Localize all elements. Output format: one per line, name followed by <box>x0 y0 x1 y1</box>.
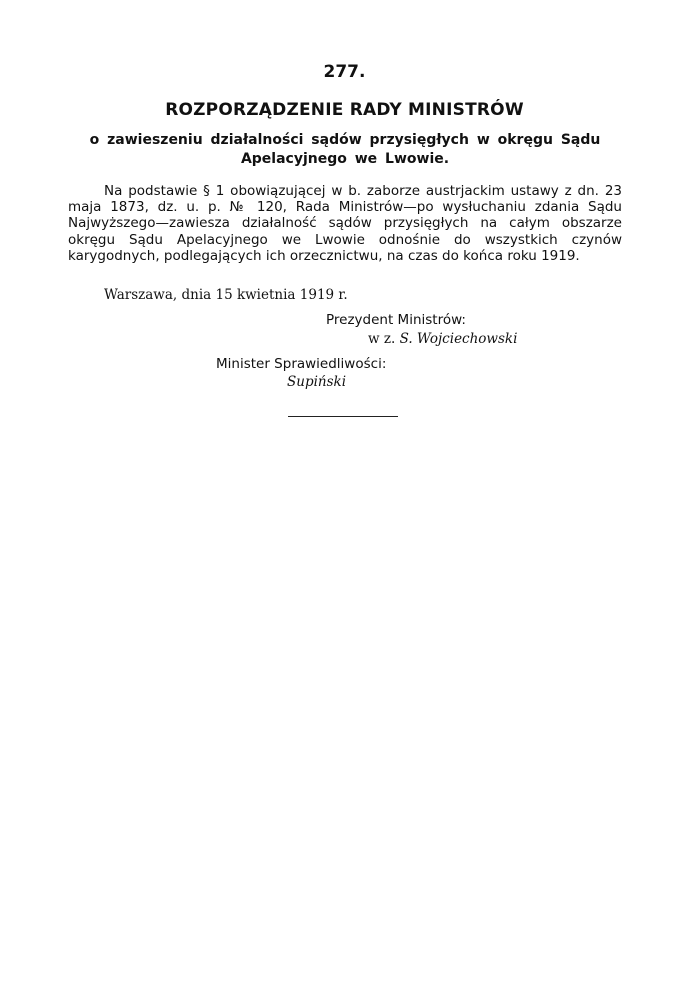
document-subtitle: o zawieszeniu działalności sądów przysięgłych w okręgu Sądu Apelacyjnego we Lwowie. <box>89 132 601 167</box>
page-number: 277. <box>323 62 366 82</box>
minister-name: Supiński <box>287 374 347 390</box>
minister-signature <box>287 374 346 390</box>
prezydent-role: Prezydent Ministrów: <box>326 312 466 328</box>
prezydent-prefix: w z. <box>368 331 396 347</box>
minister-role: Minister Sprawiedliwości: <box>216 356 387 372</box>
prezydent-signature <box>368 331 517 347</box>
prezydent-name: S. Wojciechowski <box>399 331 518 347</box>
document-title: ROZPORZĄDZENIE RADY MINISTRÓW <box>165 100 524 120</box>
body-paragraph: Na podstawie § 1 obowiązującej w b. zaborze austrjackim ustawy z dn. 23 maja 1873, dz. u. p. № 120, Rada Ministrów—po wysłuchaniu zdania Sądu Najwyższego—zawiesza działalność sądów przysięgłych na całym obszarze okręgu Sądu Apelacyjnego we Lwowie odnośnie do wszystkich czynów karygodnych, podlegających ich orzecznictwu, na czas do końca roku 1919. <box>68 183 622 264</box>
closing-rule <box>288 416 398 417</box>
date-line: Warszawa, dnia 15 kwietnia 1919 r. <box>104 287 348 303</box>
